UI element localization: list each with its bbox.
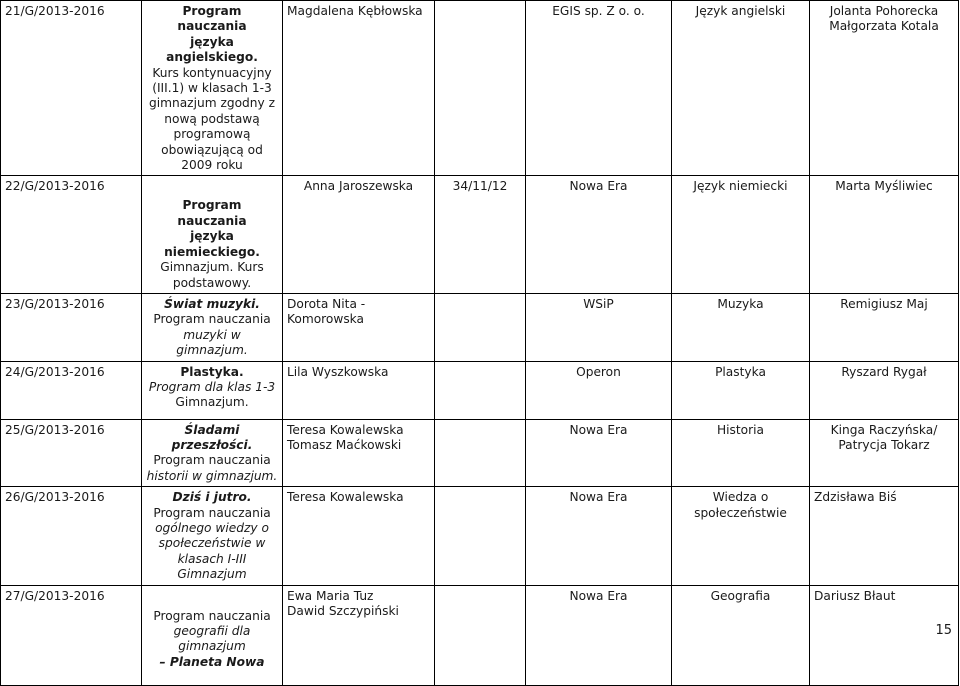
program-desc-line: Gimnazjum. Kurs: [160, 260, 264, 275]
program-signature: [435, 293, 526, 361]
program-number: 22/G/2013-2016: [1, 176, 142, 293]
program-desc-line: Gimnazjum.: [175, 395, 249, 410]
program-title-line: Plastyka.: [180, 364, 244, 379]
table-row: [1, 361, 959, 419]
program-desc-line: gimnazjum zgodny z: [149, 96, 275, 111]
teacher: Jolanta Pohorecka Małgorzata Kotala: [810, 1, 959, 176]
program-title: [142, 176, 283, 293]
program-desc-line: Program nauczania: [153, 505, 271, 520]
program-title-line: Śladami przeszłości.: [171, 422, 253, 452]
publisher: Nowa Era: [526, 176, 672, 293]
program-title-line: Program nauczania: [177, 4, 247, 34]
program-title: [142, 1, 283, 176]
program-number: 21/G/2013-2016: [1, 1, 142, 176]
program-desc-line: ogólnego wiedzy o: [155, 520, 269, 535]
table-row: [1, 293, 959, 361]
program-desc-line: (III.1) w klasach 1-3: [152, 81, 272, 96]
program-authors: Ewa Maria Tuz Dawid Szczypiński: [283, 585, 435, 685]
program-signature: [435, 361, 526, 419]
program-title-line: Świat muzyki.: [164, 296, 260, 311]
program-desc-line: społeczeństwie w: [158, 536, 266, 551]
program-desc-line: programową: [173, 127, 251, 142]
subject: Język angielski: [672, 1, 810, 176]
program-desc-line: muzyki w gimnazjum.: [176, 327, 248, 358]
program-authors: Teresa Kowalewska: [283, 487, 435, 585]
program-desc-line: historii w gimnazjum.: [146, 468, 278, 483]
program-number: 27/G/2013-2016: [1, 585, 142, 685]
teacher: Remigiusz Maj: [810, 293, 959, 361]
program-desc-line: Kurs kontynuacyjny: [152, 65, 272, 80]
publisher: Nowa Era: [526, 487, 672, 585]
program-desc-line: podstawowy.: [172, 275, 252, 290]
teacher: Dariusz Błaut: [810, 585, 959, 685]
program-desc-line: Program dla klas 1-3: [148, 379, 276, 394]
program-signature: [435, 1, 526, 176]
program-title-line: języka niemieckiego.: [164, 229, 260, 259]
program-title: [142, 585, 283, 685]
table-row: [1, 487, 959, 585]
program-title: [142, 293, 283, 361]
teacher: Kinga Raczyńska/ Patrycja Tokarz: [810, 419, 959, 487]
program-title-line: Dziś i jutro.: [172, 490, 252, 505]
table-row: [1, 419, 959, 487]
program-authors: Magdalena Kębłowska: [283, 1, 435, 176]
teacher: Marta Myśliwiec: [810, 176, 959, 293]
table-row: [1, 585, 959, 685]
program-number: 25/G/2013-2016: [1, 419, 142, 487]
program-authors: Lila Wyszkowska: [283, 361, 435, 419]
table-row: [1, 176, 959, 293]
publisher: Operon: [526, 361, 672, 419]
program-signature: 34/11/12: [435, 176, 526, 293]
publisher: Nowa Era: [526, 419, 672, 487]
program-title-line: – Planeta Nowa: [159, 654, 265, 669]
teacher: Ryszard Rygał: [810, 361, 959, 419]
program-title: [142, 419, 283, 487]
table-row: [1, 1, 959, 176]
program-title: [142, 487, 283, 585]
program-number: 24/G/2013-2016: [1, 361, 142, 419]
program-authors: Dorota Nita - Komorowska: [283, 293, 435, 361]
program-authors: Anna Jaroszewska: [283, 176, 435, 293]
subject: Geografia: [672, 585, 810, 685]
program-signature: [435, 487, 526, 585]
program-signature: [435, 585, 526, 685]
program-desc-line: Program nauczania: [153, 312, 271, 327]
program-title-line: Program nauczania: [177, 198, 247, 228]
publisher: EGIS sp. Z o. o.: [526, 1, 672, 176]
subject: Historia: [672, 419, 810, 487]
subject: Muzyka: [672, 293, 810, 361]
subject: Język niemiecki: [672, 176, 810, 293]
program-number: 26/G/2013-2016: [1, 487, 142, 585]
teacher: Zdzisława Biś: [810, 487, 959, 585]
program-desc-line: Program nauczania: [153, 453, 271, 468]
program-desc-line: 2009 roku: [181, 158, 243, 173]
program-desc-line: Program nauczania: [153, 608, 271, 623]
publisher: Nowa Era: [526, 585, 672, 685]
program-desc-line: obowiązującą od: [161, 142, 263, 157]
program-desc-line: klasach I-III Gimnazjum: [177, 551, 247, 582]
program-desc-line: nową podstawą: [164, 111, 260, 126]
program-authors: Teresa Kowalewska Tomasz Maćkowski: [283, 419, 435, 487]
page-number: 15: [935, 623, 952, 638]
program-desc-line: geografii dla gimnazjum: [173, 624, 251, 654]
program-signature: [435, 419, 526, 487]
publisher: WSiP: [526, 293, 672, 361]
subject: Plastyka: [672, 361, 810, 419]
program-number: 23/G/2013-2016: [1, 293, 142, 361]
program-title: [142, 361, 283, 419]
program-title-line: języka angielskiego.: [166, 34, 258, 65]
subject: Wiedza o społeczeństwie: [672, 487, 810, 585]
